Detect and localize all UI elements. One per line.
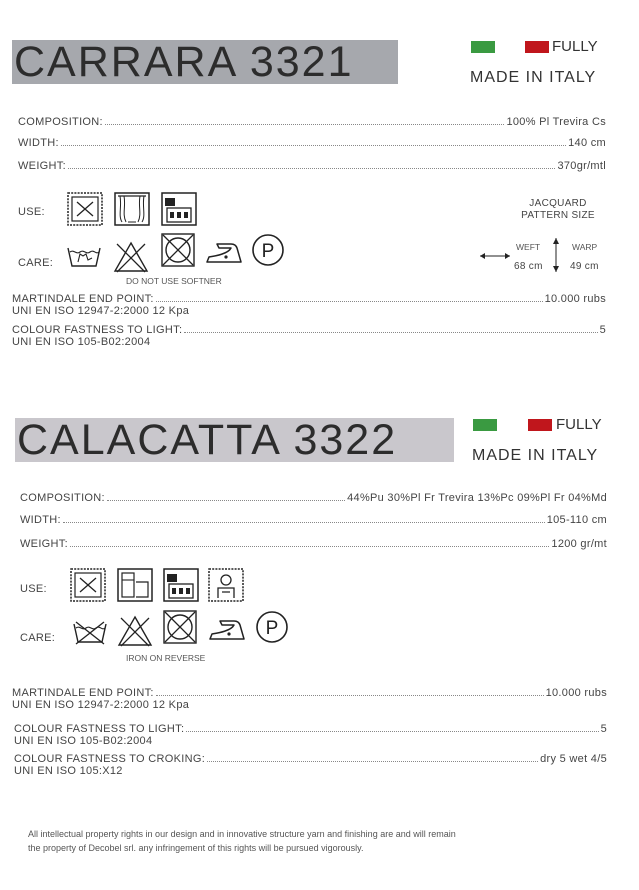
footer-line-2: the property of Decobel srl. any infringement of this rights will be pursued vigorously. — [28, 843, 364, 853]
width-value: 140 cm — [568, 137, 606, 149]
martindale-value: 10.000 rubs — [545, 687, 607, 699]
italy-flag-red — [528, 419, 552, 431]
upholstery-icon — [70, 568, 106, 602]
dot-leader — [63, 522, 545, 523]
svg-text:P: P — [265, 618, 279, 639]
care-note: IRON ON REVERSE — [126, 653, 206, 663]
building-icon — [161, 192, 197, 226]
colour-light-label: COLOUR FASTNESS TO LIGHT: — [14, 723, 185, 735]
svg-text:P: P — [261, 241, 275, 262]
pattern-size-text: PATTERN SIZE — [521, 210, 595, 221]
dot-leader — [184, 332, 597, 333]
jacquard-label — [508, 198, 608, 222]
care-label: CARE: — [18, 257, 54, 269]
iron-low-icon — [205, 240, 243, 266]
weft-value: 68 cm — [514, 261, 543, 272]
colour-light-label: COLOUR FASTNESS TO LIGHT: — [12, 324, 183, 336]
composition-row — [18, 116, 606, 128]
made-in-italy: MADE IN ITALY — [470, 69, 597, 86]
dry-clean-p-icon — [254, 609, 290, 645]
colour-croking-standard: UNI EN ISO 105:X12 — [14, 765, 123, 777]
made-in-italy: MADE IN ITALY — [472, 447, 599, 464]
care-label: CARE: — [20, 632, 56, 644]
hand-wash-icon — [66, 242, 102, 270]
dot-leader — [70, 546, 549, 547]
footer-line-1: All intellectual property rights in our design and in innovative structure yarn and finishing are and will remain — [28, 829, 456, 839]
colour-light-standard: UNI EN ISO 105-B02:2004 — [12, 336, 151, 348]
composition-value: 100% Pl Trevira Cs — [506, 116, 606, 128]
no-bleach-icon — [117, 614, 153, 648]
dot-leader — [156, 301, 543, 302]
fully-label: FULLY — [552, 38, 598, 55]
martindale-standard: UNI EN ISO 12947-2:2000 12 Kpa — [12, 699, 190, 711]
product2-title: CALACATTA 3322 — [17, 416, 398, 464]
warp-label: WARP — [572, 242, 598, 252]
dot-leader — [107, 500, 345, 501]
iron-low-icon — [208, 617, 246, 643]
lamp-icon — [208, 568, 244, 602]
fully-label: FULLY — [556, 416, 602, 433]
weft-arrow-icon — [478, 250, 512, 262]
weight-label: WEIGHT: — [20, 538, 68, 550]
dot-leader — [186, 731, 598, 732]
no-tumble-dry-icon — [162, 609, 198, 645]
use-label: USE: — [20, 583, 47, 595]
no-wash-icon — [72, 620, 108, 646]
weft-label: WEFT — [516, 242, 541, 252]
martindale-label: MARTINDALE END POINT: — [12, 293, 154, 305]
dot-leader — [207, 761, 538, 762]
width-label: WIDTH: — [18, 137, 59, 149]
colour-light-standard: UNI EN ISO 105-B02:2004 — [14, 735, 153, 747]
care-note: DO NOT USE SOFTNER — [126, 276, 222, 286]
colour-light-value: 5 — [599, 324, 606, 336]
dot-leader — [68, 168, 556, 169]
italy-flag-green — [473, 419, 497, 431]
no-tumble-dry-icon — [160, 232, 196, 268]
warp-value: 49 cm — [570, 261, 599, 272]
colour-croking-value: dry 5 wet 4/5 — [540, 753, 607, 765]
warp-arrow-icon — [551, 236, 561, 274]
weight-row — [18, 160, 606, 172]
building-icon — [163, 568, 199, 602]
width-label: WIDTH: — [20, 514, 61, 526]
upholstery-icon — [67, 192, 103, 226]
martindale-row — [12, 293, 606, 305]
dot-leader — [61, 145, 566, 146]
use-label: USE: — [18, 206, 45, 218]
width-row — [20, 514, 607, 526]
colour-light-row — [12, 324, 606, 336]
product1-title: CARRARA 3321 — [14, 38, 354, 86]
martindale-label: MARTINDALE END POINT: — [12, 687, 154, 699]
dot-leader — [105, 124, 505, 125]
martindale-row — [12, 687, 607, 699]
width-row — [18, 137, 606, 149]
composition-value: 44%Pu 30%Pl Fr Trevira 13%Pc 09%Pl Fr 04%Md — [347, 492, 607, 504]
composition-label: COMPOSITION: — [20, 492, 105, 504]
wallcovering-icon — [117, 568, 153, 602]
width-value: 105-110 cm — [546, 514, 607, 526]
colour-light-value: 5 — [600, 723, 607, 735]
composition-label: COMPOSITION: — [18, 116, 103, 128]
martindale-value: 10.000 rubs — [544, 293, 606, 305]
martindale-standard: UNI EN ISO 12947-2:2000 12 Kpa — [12, 305, 190, 317]
dot-leader — [156, 695, 544, 696]
dry-clean-p-icon — [250, 232, 286, 268]
no-bleach-icon — [113, 240, 149, 274]
jacquard-text: JACQUARD — [529, 198, 587, 209]
colour-croking-label: COLOUR FASTNESS TO CROKING: — [14, 753, 206, 765]
copyright-footer — [28, 827, 618, 855]
colour-croking-row — [14, 753, 607, 765]
composition-row — [20, 492, 607, 504]
italy-flag-red — [525, 41, 549, 53]
weight-value: 1200 gr/mt — [551, 538, 607, 550]
italy-flag-green — [471, 41, 495, 53]
weight-label: WEIGHT: — [18, 160, 66, 172]
curtain-icon — [114, 192, 150, 226]
colour-light-row — [14, 723, 607, 735]
weight-row — [20, 538, 607, 550]
weight-value: 370gr/mtl — [557, 160, 606, 172]
